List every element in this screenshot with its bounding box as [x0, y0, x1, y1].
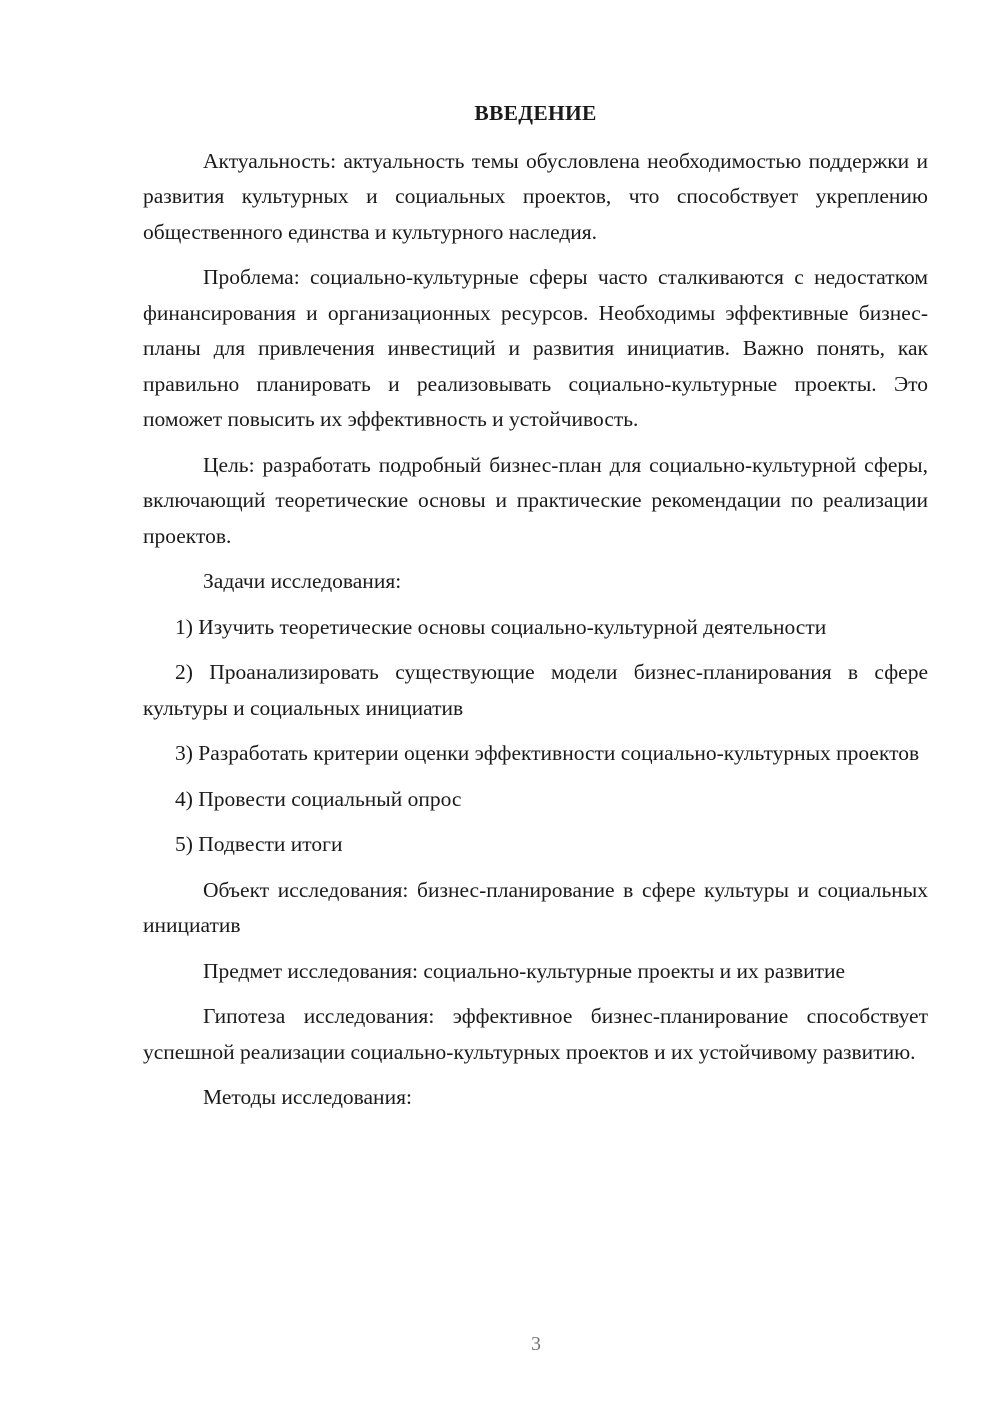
- task-item-3: 3) Разработать критерии оценки эффективности социально-культурных проектов: [175, 741, 920, 765]
- task-item-4: 4) Провести социальный опрос: [175, 786, 462, 811]
- section-title: ВВЕДЕНИЕ: [474, 101, 597, 125]
- tasks-heading: Задачи исследования:: [203, 569, 402, 593]
- paragraph-object: Объект исследования: бизнес-планирование в сфере культуры и социальных инициатив: [143, 877, 928, 937]
- document-page: [143, 96, 928, 1126]
- paragraph-problem: Проблема: социально-культурные сферы часто сталкиваются с недостатком финансирования и организационных ресурсов. Необходимы эффективные бизнес-планы для привлечения инвестиций и развития инициатив. Важно понять, как правильно планировать и реализовывать социально-культурные проекты. Это поможет повысить их эффективность и устойчивость.: [143, 265, 928, 431]
- task-item-5: 5) Подвести итоги: [175, 832, 343, 856]
- task-item-1: 1) Изучить теоретические основы социально-культурной деятельности: [175, 614, 827, 639]
- task-item-2: 2) Проанализировать существующие модели бизнес-планирования в сфере культуры и социальных инициатив: [143, 660, 928, 720]
- methods-heading: Методы исследования:: [203, 1085, 412, 1109]
- paragraph-subject: Предмет исследования: социально-культурные проекты и их развитие: [203, 958, 846, 983]
- paragraph-hypothesis: Гипотеза исследования: эффективное бизнес-планирование способствует успешной реализации социально-культурных проектов и их устойчивому развитию.: [143, 1004, 928, 1064]
- paragraph-relevance: Актуальность: актуальность темы обусловлена необходимостью поддержки и развития культурных и социальных проектов, что способствует укреплению общественного единства и культурного наследия.: [143, 148, 928, 244]
- page-number: 3: [531, 1333, 541, 1355]
- paragraph-goal: Цель: разработать подробный бизнес-план для социально-культурной сферы, включающий теоретические основы и практические рекомендации по реализации проектов.: [143, 452, 928, 548]
